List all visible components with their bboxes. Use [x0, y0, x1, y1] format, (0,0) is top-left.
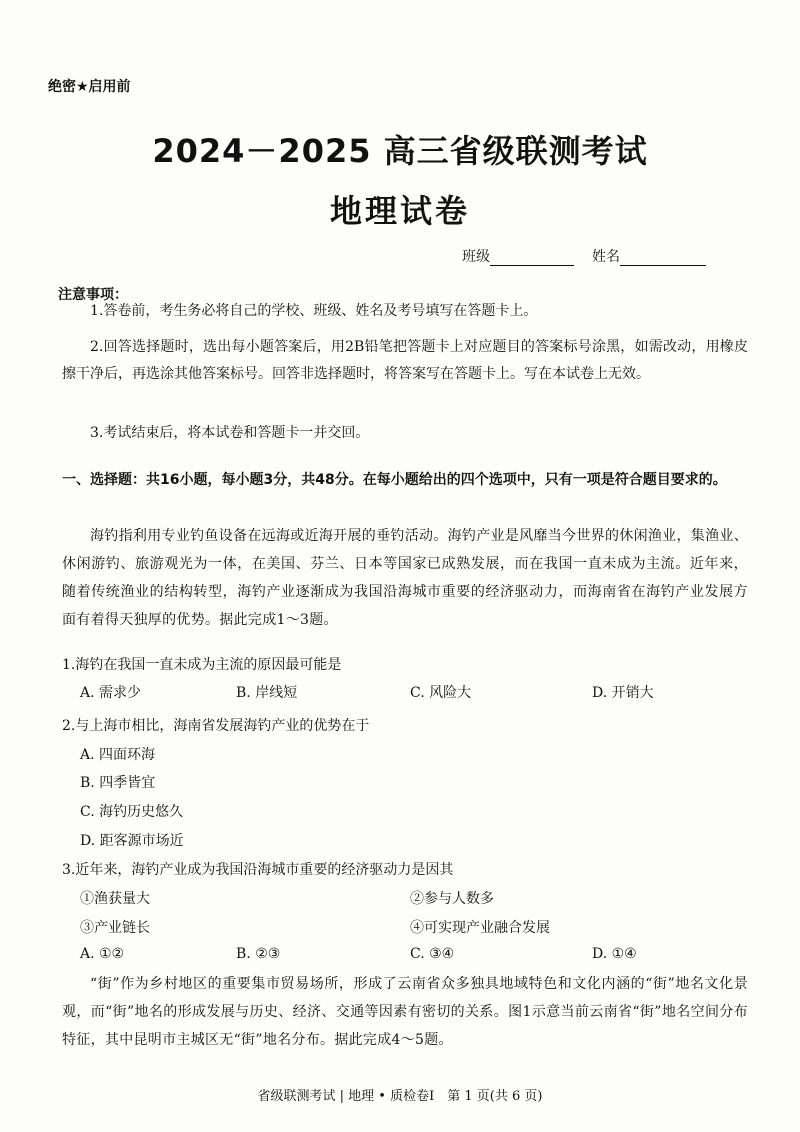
question-2-option-d[interactable]: D. 距客源市场近 — [80, 833, 184, 849]
question-2-option-a[interactable]: A. 四面环海 — [80, 747, 156, 763]
question-3-option-c[interactable]: C. ③④ — [410, 946, 455, 962]
name-blank[interactable] — [620, 249, 706, 266]
note-item-1: 1.答卷前，考生务必将自己的学校、班级、姓名及考号填写在答题卡上。 — [90, 303, 538, 319]
notes-heading: 注意事项： — [58, 287, 128, 303]
passage-sea-fishing: 海钓指利用专业钓鱼设备在远海或近海开展的垂钓活动。海钓产业是风靡当今世界的休闲渔业，集渔业、休闲游钓、旅游观光为一体，在美国、芬兰、日本等国家已成熟发展，而在我国一直未成为主流。近年来，随着传统渔业的结构转型，海钓产业逐渐成为我国沿海城市重要的经济驱动力，而海南省在海钓产业发展方面有着得天独厚的优势。据此完成1～3题。 — [62, 528, 748, 628]
class-label: 班级 — [462, 249, 490, 265]
passage-jie-placenames: “街”作为乡村地区的重要集市贸易场所，形成了云南省众多独具地域特色和文化内涵的“街”地名文化景观，而“街”地名的形成发展与历史、经济、交通等因素有密切的关系。图1示意当前云南省“街”地名空间分布特征，其中昆明市主城区无“街”地名分布。据此完成4～5题。 — [62, 976, 748, 1048]
question-3-stem: 3.近年来，海钓产业成为我国沿海城市重要的经济驱动力是因其 — [62, 862, 454, 878]
question-1-stem: 1.海钓在我国一直未成为主流的原因最可能是 — [62, 657, 342, 673]
note-item-2: 2.回答选择题时，选出每小题答案后，用2B铅笔把答题卡上对应题目的答案标号涂黑，如需改动，用橡皮擦干净后，再选涂其他答案标号。回答非选择题时，将答案写在答题卡上。写在本试卷上无效。 — [62, 339, 748, 382]
question-1-option-d[interactable]: D. 开销大 — [592, 685, 654, 701]
secret-label: 绝密★启用前 — [48, 79, 131, 95]
question-2-stem: 2.与上海市相比，海南省发展海钓产业的优势在于 — [62, 718, 370, 734]
question-1-option-c[interactable]: C. 风险大 — [410, 685, 472, 701]
exam-title: 2024－2025 高三省级联测考试 — [152, 132, 648, 170]
note-item-3: 3.考试结束后，将本试卷和答题卡一并交回。 — [90, 425, 370, 441]
question-1-option-a[interactable]: A. 需求少 — [80, 685, 142, 701]
question-3-option-d[interactable]: D. ①④ — [592, 946, 637, 962]
question-3-statement-2: ②参与人数多 — [410, 891, 494, 907]
question-3-statement-3: ③产业链长 — [80, 920, 150, 936]
section-title: 一、选择题：共16小题，每小题3分，共48分。在每小题给出的四个选项中，只有一项是符合题目要求的。 — [62, 472, 727, 488]
name-label: 姓名 — [592, 249, 620, 265]
question-2-option-c[interactable]: C. 海钓历史悠久 — [80, 804, 184, 820]
question-3-option-b[interactable]: B. ②③ — [236, 946, 281, 962]
student-info — [462, 246, 706, 266]
question-2-option-b[interactable]: B. 四季皆宜 — [80, 775, 156, 791]
question-1-option-b[interactable]: B. 岸线短 — [236, 685, 298, 701]
question-3-statement-1: ①渔获量大 — [80, 891, 150, 907]
exam-subtitle: 地理试卷 — [329, 192, 470, 230]
page-footer: 省级联测考试 | 地理 • 质检卷Ⅰ 第 1 页(共 6 页) — [257, 1089, 543, 1104]
question-3-statement-4: ④可实现产业融合发展 — [410, 920, 550, 936]
class-blank[interactable] — [490, 249, 574, 266]
question-3-option-a[interactable]: A. ①② — [80, 946, 125, 962]
